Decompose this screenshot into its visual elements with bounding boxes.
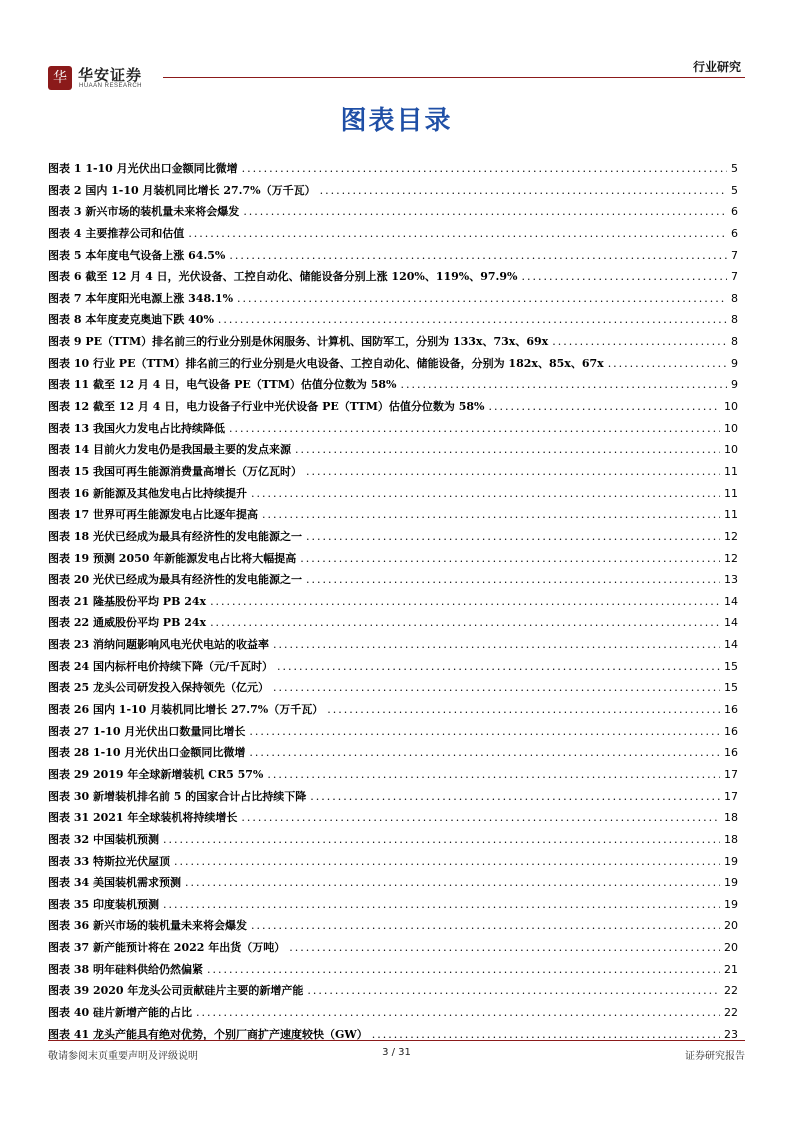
toc-entry-page: 20 <box>724 941 738 955</box>
toc-entry[interactable] <box>48 679 738 701</box>
toc-entry-page: 14 <box>724 616 738 630</box>
toc-entry[interactable] <box>48 506 738 528</box>
toc-entry-page: 9 <box>731 356 738 370</box>
toc-entry-label: 图表 4 主要推荐公司和估值 <box>48 226 185 240</box>
toc-entry-label: 图表 36 新兴市场的装机量未来将会爆发 <box>48 919 247 933</box>
toc-entry[interactable] <box>48 658 738 680</box>
toc-dot-leader <box>185 876 720 889</box>
toc-entry[interactable] <box>48 961 738 983</box>
toc-dot-leader <box>243 205 727 218</box>
toc-dot-leader <box>249 746 720 759</box>
footer-disclaimer: 敬请参阅末页重要声明及评级说明 <box>48 1051 198 1062</box>
toc-entry-label: 图表 3 新兴市场的装机量未来将会爆发 <box>48 205 240 219</box>
toc-entry[interactable] <box>48 614 738 636</box>
company-logo-icon: 华 <box>48 66 72 90</box>
toc-entry[interactable] <box>48 744 738 766</box>
toc-entry-label: 图表 28 1-10 月光伏出口金额同比微增 <box>48 746 246 760</box>
toc-entry[interactable] <box>48 311 738 333</box>
toc-entry-label: 图表 9 PE（TTM）排名前三的行业分别是休闲服务、计算机、国防军工，分别为 133x、73x、69x <box>48 335 549 349</box>
toc-entry[interactable] <box>48 355 738 377</box>
toc-dot-leader <box>251 487 720 500</box>
toc-dot-leader <box>262 508 720 521</box>
toc-entry-label: 图表 13 我国火力发电占比持续降低 <box>48 421 225 435</box>
toc-dot-leader <box>229 249 727 262</box>
toc-entry-label: 图表 16 新能源及其他发电占比持续提升 <box>48 486 247 500</box>
toc-entry-page: 12 <box>724 529 738 543</box>
toc-entry-label: 图表 11 截至 12 月 4 日，电气设备 PE（TTM）估值分位数为 58% <box>48 378 397 392</box>
toc-entry-page: 9 <box>731 378 738 392</box>
toc-entry-label: 图表 27 1-10 月光伏出口数量同比增长 <box>48 724 246 738</box>
toc-entry[interactable] <box>48 853 738 875</box>
toc-dot-leader <box>306 573 720 586</box>
toc-dot-leader <box>273 638 720 651</box>
page-title: 图表目录 <box>340 106 453 136</box>
toc-dot-leader <box>400 378 727 391</box>
toc-entry-label: 图表 26 国内 1-10 月装机同比增长 27.7%（万千瓦） <box>48 703 324 717</box>
footer-doc-type: 证券研究报告 <box>685 1051 745 1062</box>
toc-entry-label: 图表 1 1-10 月光伏出口金额同比微增 <box>48 162 238 175</box>
toc-dot-leader <box>273 681 720 694</box>
toc-dot-leader <box>210 595 720 608</box>
toc-entry-page: 22 <box>724 984 738 998</box>
toc-entry[interactable] <box>48 571 738 593</box>
toc-entry-label: 图表 35 印度装机预测 <box>48 897 159 911</box>
toc-dot-leader <box>237 292 727 305</box>
toc-entry-page: 11 <box>724 486 738 500</box>
toc-entry-label: 图表 15 我国可再生能源消费量高增长（万亿瓦时） <box>48 464 302 478</box>
toc-dot-leader <box>522 270 728 283</box>
toc-dot-leader <box>210 616 720 629</box>
toc-entry-page: 11 <box>724 508 738 522</box>
page-number: 3 / 31 <box>382 1047 411 1058</box>
toc-dot-leader <box>306 465 720 478</box>
toc-entry[interactable] <box>48 701 738 723</box>
toc-entry-label: 图表 41 龙头产能具有绝对优势，个别厂商扩产速度较快（GW） <box>48 1027 368 1041</box>
toc-dot-leader <box>277 660 720 673</box>
toc-entry[interactable] <box>48 593 738 615</box>
toc-entry-page: 19 <box>724 897 738 911</box>
toc-entry-label: 图表 25 龙头公司研发投入保持领先（亿元） <box>48 681 269 695</box>
toc-entry-label: 图表 21 隆基股份平均 PB 24x <box>48 594 207 608</box>
toc-entry-page: 23 <box>724 1027 738 1041</box>
toc-entry[interactable] <box>48 809 738 831</box>
toc-dot-leader <box>488 400 720 413</box>
toc-dot-leader <box>163 898 720 911</box>
toc-entry-page: 10 <box>724 400 738 414</box>
toc-entry[interactable] <box>48 1004 738 1026</box>
toc-dot-leader <box>327 703 720 716</box>
toc-entry[interactable] <box>48 398 738 420</box>
toc-entry-page: 16 <box>724 724 738 738</box>
toc-entry[interactable] <box>48 723 738 745</box>
toc-entry-label: 图表 33 特斯拉光伏屋顶 <box>48 854 170 868</box>
toc-entry-page: 6 <box>731 205 738 219</box>
toc-entry-page: 8 <box>731 291 738 305</box>
toc-entry-page: 19 <box>724 854 738 868</box>
toc-entry[interactable] <box>48 203 738 225</box>
toc-entry[interactable] <box>48 160 738 182</box>
toc-entry[interactable] <box>48 636 738 658</box>
toc-entry-page: 16 <box>724 703 738 717</box>
toc-entry-label: 图表 7 本年度阳光电源上涨 348.1% <box>48 291 234 305</box>
toc-entry-label: 图表 14 目前火力发电仍是我国最主要的发点来源 <box>48 443 291 457</box>
company-name-en: HUAAN RESEARCH <box>79 83 143 89</box>
toc-entry[interactable] <box>48 1026 738 1048</box>
toc-dot-leader <box>300 552 720 565</box>
toc-entry-page: 8 <box>731 335 738 349</box>
toc-dot-leader <box>552 335 727 348</box>
toc-entry-label: 图表 12 截至 12 月 4 日，电力设备子行业中光伏设备 PE（TTM）估值分位数为 58% <box>48 400 485 414</box>
toc-entry-page: 7 <box>731 270 738 284</box>
toc-entry-page: 8 <box>731 313 738 327</box>
toc-entry[interactable] <box>48 939 738 961</box>
toc-entry[interactable] <box>48 917 738 939</box>
toc-entry-page: 5 <box>731 183 738 197</box>
toc-entry-page: 17 <box>724 767 738 781</box>
toc-dot-leader <box>608 357 727 370</box>
toc-entry-page: 14 <box>724 638 738 652</box>
toc-dot-leader <box>267 768 720 781</box>
toc-entry[interactable] <box>48 290 738 312</box>
toc-dot-leader <box>174 855 720 868</box>
toc-entry[interactable] <box>48 247 738 269</box>
toc-entry[interactable] <box>48 333 738 355</box>
toc-entry[interactable] <box>48 982 738 1004</box>
toc-entry[interactable] <box>48 831 738 853</box>
table-of-figures <box>48 160 738 1047</box>
toc-entry-page: 10 <box>724 443 738 457</box>
toc-entry-page: 15 <box>724 681 738 695</box>
toc-dot-leader <box>372 1028 720 1041</box>
toc-entry-page: 5 <box>731 162 738 175</box>
toc-dot-leader <box>320 184 727 197</box>
company-name: 华安证券 <box>78 66 143 84</box>
toc-entry-page: 17 <box>724 789 738 803</box>
toc-dot-leader <box>207 963 720 976</box>
toc-dot-leader <box>163 833 720 846</box>
toc-entry-page: 22 <box>724 1005 738 1019</box>
page-header <box>48 60 745 100</box>
toc-entry[interactable] <box>48 268 738 290</box>
toc-entry[interactable] <box>48 182 738 204</box>
toc-entry-page: 13 <box>724 573 738 587</box>
toc-entry-page: 6 <box>731 226 738 240</box>
toc-dot-leader <box>295 443 720 456</box>
footer-divider <box>48 1040 745 1041</box>
toc-entry-label: 图表 29 2019 年全球新增装机 CR5 57% <box>48 767 264 781</box>
toc-entry-page: 12 <box>724 551 738 565</box>
toc-entry[interactable] <box>48 463 738 485</box>
toc-entry-label: 图表 5 本年度电气设备上涨 64.5% <box>48 248 226 262</box>
toc-entry-label: 图表 17 世界可再生能源发电占比逐年提高 <box>48 508 258 522</box>
toc-entry-label: 图表 31 2021 年全球装机将持续增长 <box>48 811 238 825</box>
toc-entry-page: 16 <box>724 746 738 760</box>
toc-entry-page: 10 <box>724 421 738 435</box>
toc-entry[interactable] <box>48 225 738 247</box>
toc-entry-page: 21 <box>724 962 738 976</box>
toc-entry[interactable] <box>48 420 738 442</box>
toc-entry-label: 图表 20 光伏已经成为最具有经济性的发电能源之一 <box>48 573 302 587</box>
toc-entry[interactable] <box>48 441 738 463</box>
toc-entry-label: 图表 39 2020 年龙头公司贡献硅片主要的新增产能 <box>48 984 304 998</box>
toc-entry-label: 图表 34 美国装机需求预测 <box>48 876 181 890</box>
toc-entry[interactable] <box>48 874 738 896</box>
toc-entry-label: 图表 18 光伏已经成为最具有经济性的发电能源之一 <box>48 529 302 543</box>
toc-entry-label: 图表 22 通威股份平均 PB 24x <box>48 616 207 630</box>
toc-entry[interactable] <box>48 550 738 572</box>
toc-entry-page: 7 <box>731 248 738 262</box>
toc-entry-page: 14 <box>724 594 738 608</box>
toc-entry-label: 图表 2 国内 1-10 月装机同比增长 27.7%（万千瓦） <box>48 183 316 197</box>
toc-entry[interactable] <box>48 766 738 788</box>
toc-entry-label: 图表 10 行业 PE（TTM）排名前三的行业分别是火电设备、工控自动化、储能设备，分别为 182x、85x、67x <box>48 356 604 370</box>
toc-entry-label: 图表 6 截至 12 月 4 日，光伏设备、工控自动化、储能设备分别上涨 120%、119%、97.9% <box>48 270 518 284</box>
toc-entry-page: 19 <box>724 876 738 890</box>
toc-dot-leader <box>310 790 720 803</box>
toc-entry[interactable] <box>48 528 738 550</box>
toc-entry-label: 图表 30 新增装机排名前 5 的国家合计占比持续下降 <box>48 789 307 803</box>
section-label: 行业研究 <box>692 60 741 74</box>
toc-dot-leader <box>249 725 720 738</box>
toc-entry-page: 20 <box>724 919 738 933</box>
toc-entry[interactable] <box>48 896 738 918</box>
toc-dot-leader <box>307 984 720 997</box>
toc-dot-leader <box>196 1006 720 1019</box>
toc-entry-page: 18 <box>724 832 738 846</box>
toc-entry-page: 11 <box>724 464 738 478</box>
toc-entry-page: 15 <box>724 659 738 673</box>
toc-entry-label: 图表 24 国内标杆电价持续下降（元/千瓦时） <box>48 659 273 673</box>
header-divider <box>163 77 745 78</box>
toc-dot-leader <box>242 162 727 175</box>
toc-entry-label: 图表 8 本年度麦克奥迪下跌 40% <box>48 313 214 327</box>
toc-entry[interactable] <box>48 788 738 810</box>
toc-entry-label: 图表 38 明年硅料供给仍然偏紧 <box>48 962 203 976</box>
toc-dot-leader <box>218 313 727 326</box>
toc-dot-leader <box>251 919 720 932</box>
toc-entry-label: 图表 19 预测 2050 年新能源发电占比将大幅提高 <box>48 551 297 565</box>
toc-entry[interactable] <box>48 485 738 507</box>
toc-entry-label: 图表 23 消纳问题影响风电光伏电站的收益率 <box>48 638 269 652</box>
toc-dot-leader <box>241 811 720 824</box>
toc-dot-leader <box>229 422 720 435</box>
toc-entry-label: 图表 37 新产能预计将在 2022 年出货（万吨） <box>48 941 286 955</box>
toc-entry-page: 18 <box>724 811 738 825</box>
toc-dot-leader <box>289 941 720 954</box>
toc-entry-label: 图表 40 硅片新增产能的占比 <box>48 1005 192 1019</box>
toc-entry[interactable] <box>48 376 738 398</box>
toc-dot-leader <box>306 530 720 543</box>
toc-dot-leader <box>188 227 727 240</box>
toc-entry-label: 图表 32 中国装机预测 <box>48 832 159 846</box>
